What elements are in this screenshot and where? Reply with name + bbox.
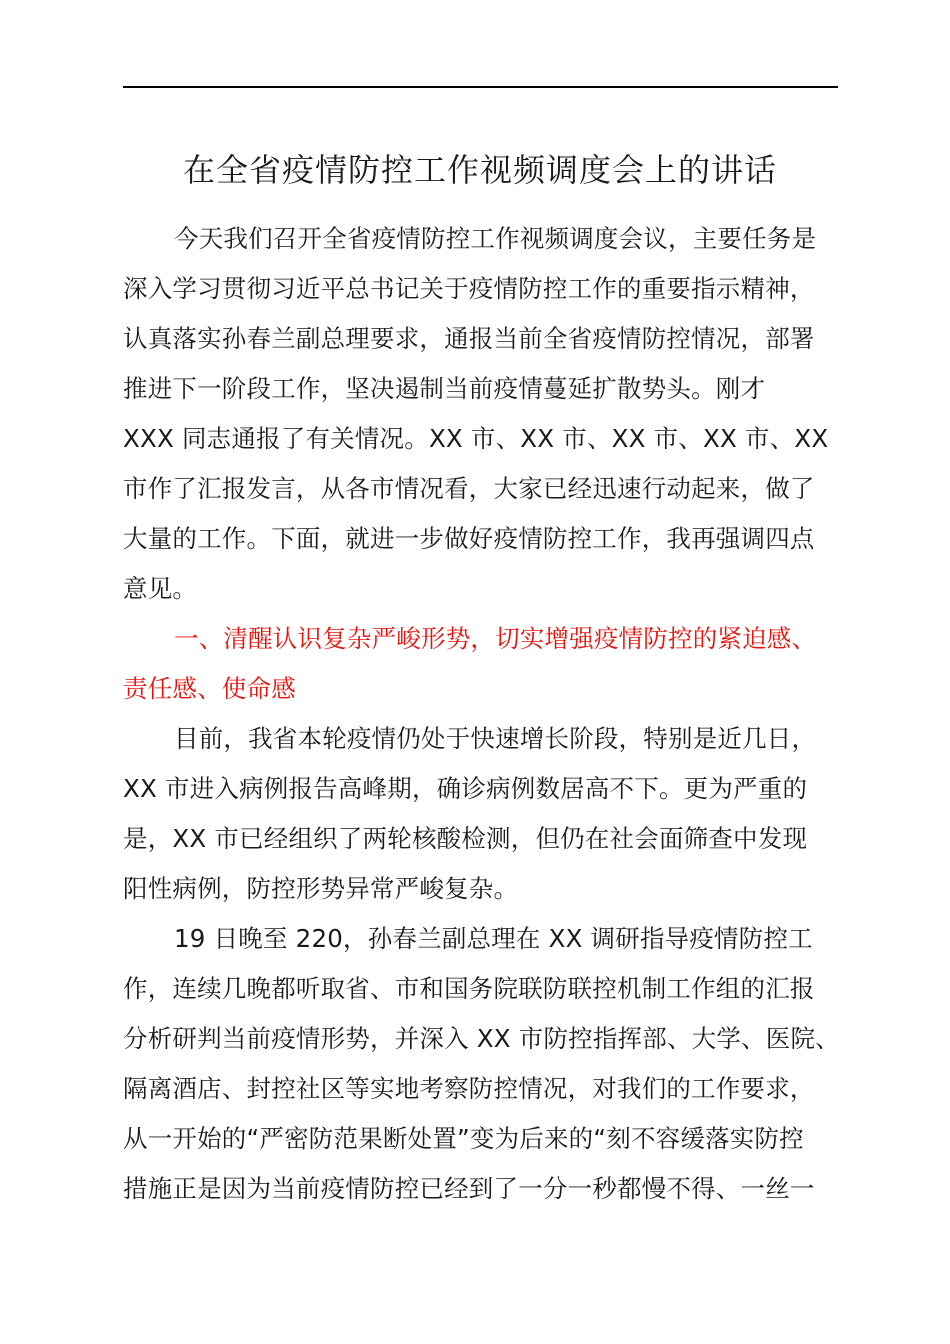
- paragraph-inspection: [123, 914, 843, 1214]
- paragraph-line: 隔离酒店、封控社区等实地考察防控情况，对我们的工作要求，: [123, 1074, 815, 1103]
- paragraph-intro: [123, 214, 843, 614]
- paragraph-line: 大量的工作。下面，就进一步做好疫情防控工作，我再强调四点: [123, 524, 815, 553]
- paragraph-line: 认真落实孙春兰副总理要求，通报当前全省疫情防控情况，部署: [123, 324, 815, 353]
- paragraph-line: 从一开始的“严密防范果断处置”变为后来的“刻不容缓落实防控: [123, 1124, 804, 1153]
- paragraph-line: 推进下一阶段工作，坚决遏制当前疫情蔓延扩散势头。刚才: [123, 374, 766, 403]
- paragraph-line: 意见。: [123, 574, 198, 603]
- paragraph-situation: [123, 714, 843, 914]
- paragraph-line: 19 日晚至 220，孙春兰副总理在 XX 调研指导疫情防控工: [174, 924, 813, 953]
- document-body: [123, 214, 843, 1214]
- paragraph-line: XX 市进入病例报告高峰期，确诊病例数居高不下。更为严重的: [123, 774, 808, 803]
- paragraph-line: 深入学习贯彻习近平总书记关于疫情防控工作的重要指示精神，: [123, 274, 815, 303]
- paragraph-line: 目前，我省本轮疫情仍处于快速增长阶段，特别是近几日，: [174, 724, 817, 753]
- paragraph-line: 是，XX 市已经组织了两轮核酸检测，但仍在社会面筛查中发现: [123, 824, 808, 853]
- heading-line: 一、清醒认识复杂严峻形势，切实增强疫情防控的紧迫感、: [174, 624, 817, 653]
- paragraph-line: 今天我们召开全省疫情防控工作视频调度会议，主要任务是: [174, 224, 817, 253]
- document-title: 在全省疫情防控工作视频调度会上的讲话: [182, 151, 777, 189]
- header-rule: [123, 86, 838, 88]
- paragraph-line: 阳性病例，防控形势异常严峻复杂。: [123, 874, 519, 903]
- paragraph-line: 分析研判当前疫情形势，并深入 XX 市防控指挥部、大学、医院、: [123, 1024, 840, 1053]
- paragraph-line: 作，连续几晚都听取省、市和国务院联防联控机制工作组的汇报: [123, 974, 815, 1003]
- paragraph-line: 市作了汇报发言，从各市情况看，大家已经迅速行动起来，做了: [123, 474, 815, 503]
- paragraph-line: 措施正是因为当前疫情防控已经到了一分一秒都慢不得、一丝一: [123, 1174, 815, 1203]
- paragraph-line: XXX 同志通报了有关情况。XX 市、XX 市、XX 市、XX 市、XX: [123, 424, 829, 453]
- heading-line: 责任感、使命感: [123, 674, 296, 703]
- section-heading-1: [123, 614, 843, 714]
